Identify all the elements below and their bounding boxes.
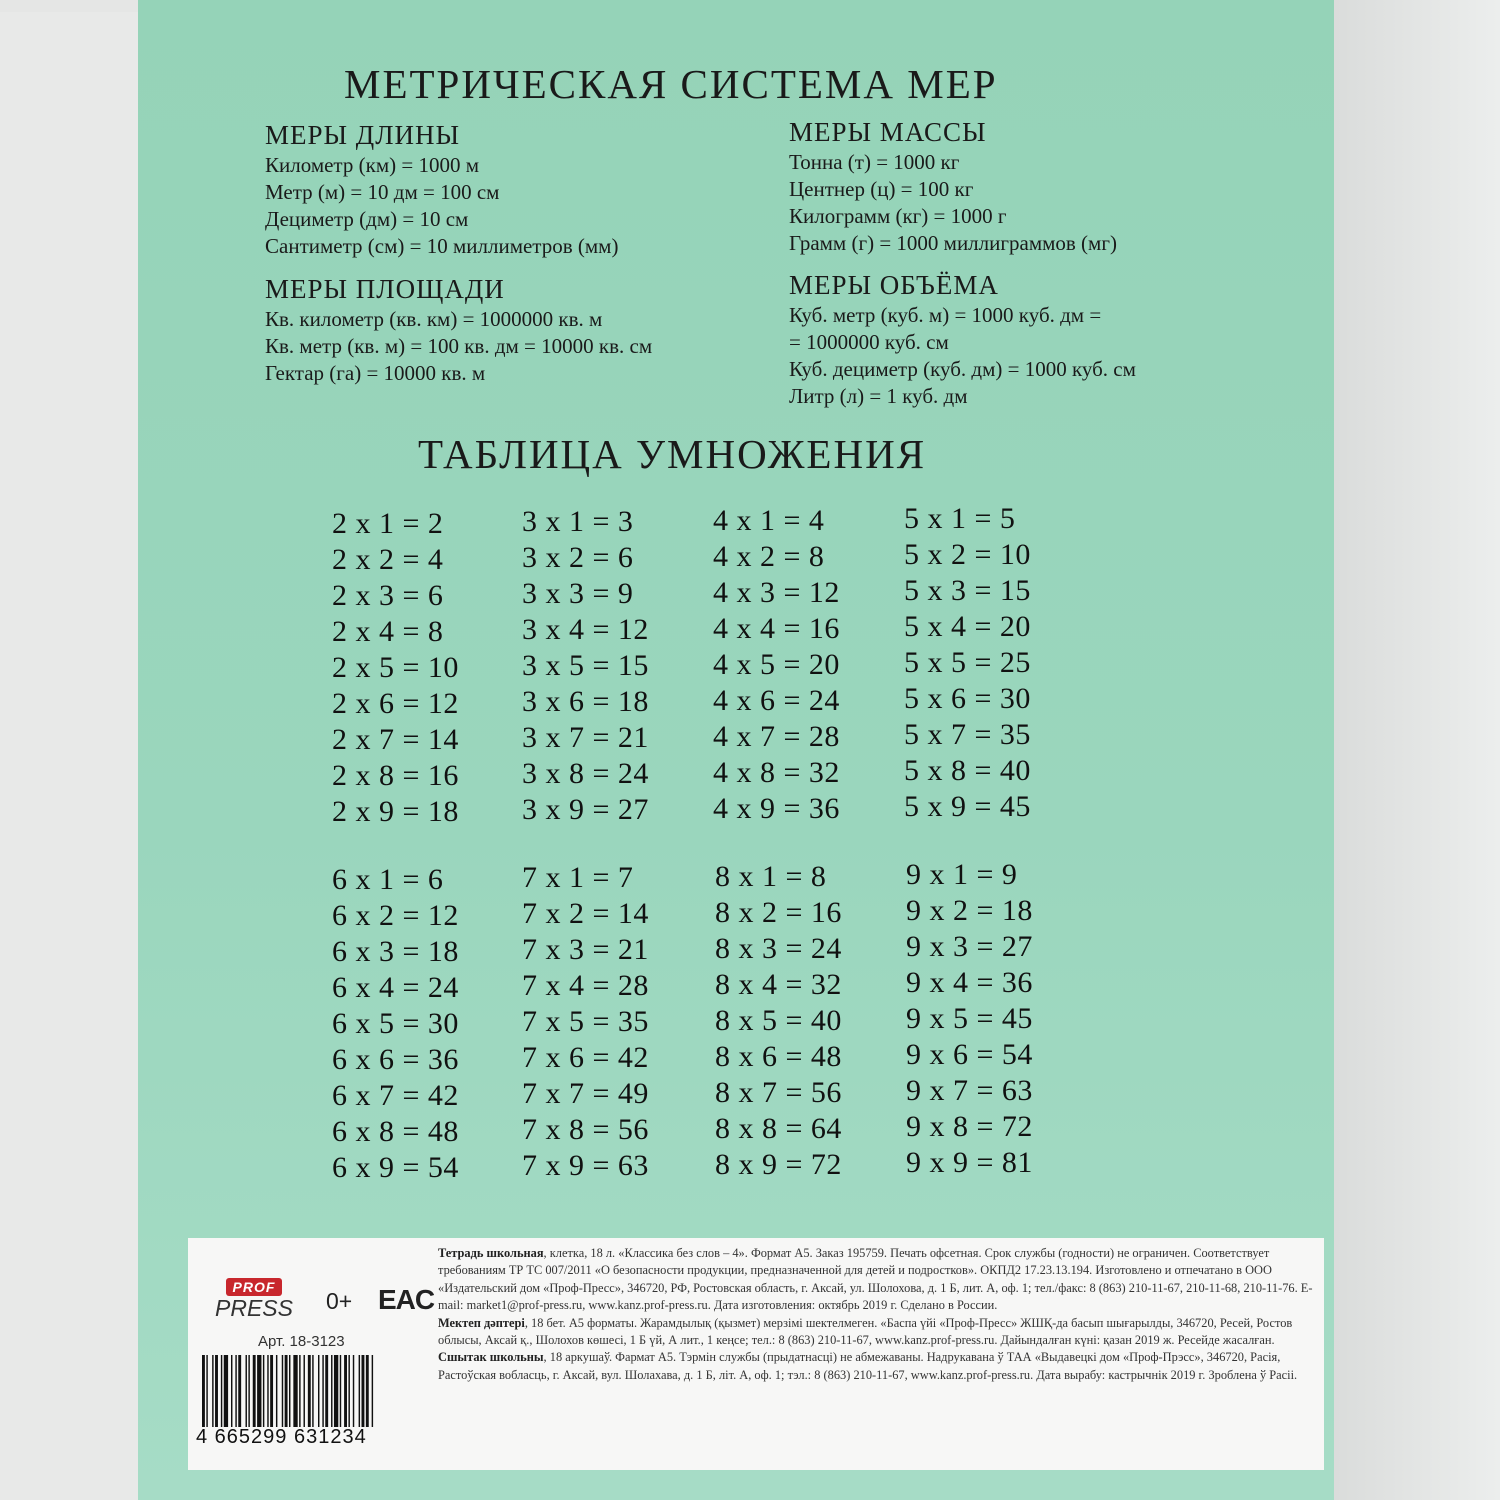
prof-press-logo <box>204 1278 304 1322</box>
barcode-bar <box>276 1355 277 1427</box>
multiplication-row: 6 x 8 = 48 <box>332 1115 459 1148</box>
barcode-bar <box>372 1355 373 1427</box>
length-measures-section <box>265 118 618 260</box>
barcode-bar <box>206 1355 207 1427</box>
info-belarusian-text: , 18 аркушаў. Фармат А5. Тэрмін службы (прыдатнасці) не абмежаваны. Надрукавана ў ТАА «Выдавецкі дом «Проф-Прэсс», 346720, Расія, Растоўская вобласць, г. Аксай, вул. Шолахава, д. 1 Б, літ. А, оф. 1; тэл.: 8 (863) 210-11-67, www.kanz.prof-press.ru. Дата вырабу: кастрычнік 2019 г. Зроблена ў Расіі. <box>438 1350 1298 1382</box>
logo-press-text: PRESS <box>215 1295 293 1321</box>
info-kazakh-text: , 18 бет. А5 форматы. Жарамдылық (қызмет) мерзімі шектелмеген. «Баспа үйі «Проф-Пресс» ЖШҚ-да басып шығарылды, 346720, Ресей, Ростов облысы, Аксай қ., Шолохов көшесі, 1 Б үй, А лит., 1 кеңсе; тел.: 8 (863) 210-11-67, www.kanz.prof-press.ru. Дайындалған күні: қазан 2019 ж. Ресейде жасалған. <box>438 1315 1293 1348</box>
multiplication-row: 6 x 1 = 6 <box>332 863 444 896</box>
multiplication-row: 8 x 3 = 24 <box>715 932 842 965</box>
barcode-bar <box>318 1355 319 1427</box>
multiplication-row: 8 x 1 = 8 <box>715 860 827 893</box>
multiplication-row: 7 x 7 = 49 <box>522 1077 649 1110</box>
multiplication-row: 2 x 8 = 16 <box>332 759 459 792</box>
multiplication-row: 9 x 5 = 45 <box>906 1002 1033 1035</box>
barcode-bar <box>362 1355 365 1427</box>
barcode-bar <box>304 1355 305 1427</box>
multiplication-column-5 <box>904 501 1084 825</box>
multiplication-row: 7 x 8 = 56 <box>522 1113 649 1146</box>
multiplication-row: 3 x 7 = 21 <box>522 721 649 754</box>
info-kazakh <box>438 1315 1318 1350</box>
measure-line: Центнер (ц) = 100 кг <box>789 177 974 201</box>
measure-line: Грамм (г) = 1000 миллиграммов (мг) <box>789 231 1117 255</box>
multiplication-row: 3 x 2 = 6 <box>522 541 634 574</box>
multiplication-column-7 <box>522 860 702 1184</box>
barcode-bar <box>263 1355 264 1427</box>
barcode-bar <box>215 1355 218 1427</box>
barcode-bar <box>366 1355 369 1427</box>
barcode-bar <box>344 1355 347 1427</box>
multiplication-row: 9 x 9 = 81 <box>906 1146 1033 1179</box>
multiplication-row: 9 x 6 = 54 <box>906 1038 1033 1071</box>
multiplication-row: 4 x 9 = 36 <box>713 792 840 825</box>
multiplication-row: 2 x 5 = 10 <box>332 651 459 684</box>
multiplication-row: 2 x 7 = 14 <box>332 723 459 756</box>
barcode-bar <box>238 1355 241 1427</box>
multiplication-row: 9 x 2 = 18 <box>906 894 1033 927</box>
page-edge-strip <box>1334 0 1500 1500</box>
multiplication-row: 6 x 4 = 24 <box>332 971 459 1004</box>
multiplication-row: 4 x 2 = 8 <box>713 540 825 573</box>
metric-system-title: МЕТРИЧЕСКАЯ СИСТЕМА МЕР <box>344 61 998 107</box>
info-kazakh-title: Мектеп дәптері <box>438 1315 525 1330</box>
info-russian-title: Тетрадь школьная <box>438 1246 544 1260</box>
barcode-bar <box>308 1355 311 1427</box>
barcode-bar <box>248 1355 249 1427</box>
barcode-bar <box>353 1355 354 1427</box>
multiplication-row: 3 x 5 = 15 <box>522 649 649 682</box>
multiplication-row: 8 x 9 = 72 <box>715 1148 842 1181</box>
multiplication-row: 4 x 6 = 24 <box>713 684 840 717</box>
multiplication-row: 2 x 6 = 12 <box>332 687 459 720</box>
multiplication-row: 5 x 6 = 30 <box>904 682 1031 715</box>
multiplication-row: 6 x 7 = 42 <box>332 1079 459 1112</box>
measure-line: Дециметр (дм) = 10 см <box>265 207 469 231</box>
volume-measures-section <box>789 268 1136 410</box>
multiplication-row: 3 x 9 = 27 <box>522 793 649 826</box>
multiplication-row: 5 x 5 = 25 <box>904 646 1031 679</box>
multiplication-row: 2 x 4 = 8 <box>332 615 444 648</box>
multiplication-row: 4 x 1 = 4 <box>713 504 825 537</box>
multiplication-row: 9 x 1 = 9 <box>906 858 1018 891</box>
multiplication-row: 6 x 9 = 54 <box>332 1151 459 1184</box>
multiplication-row: 7 x 3 = 21 <box>522 933 649 966</box>
multiplication-column-9 <box>906 857 1086 1181</box>
multiplication-row: 5 x 7 = 35 <box>904 718 1031 751</box>
multiplication-row: 7 x 1 = 7 <box>522 861 634 894</box>
multiplication-row: 2 x 3 = 6 <box>332 579 444 612</box>
measure-line: Литр (л) = 1 куб. дм <box>789 384 968 408</box>
length-heading: МЕРЫ ДЛИНЫ <box>265 120 461 150</box>
multiplication-row: 8 x 5 = 40 <box>715 1004 842 1037</box>
multiplication-row: 9 x 3 = 27 <box>906 930 1033 963</box>
barcode-bar <box>334 1355 338 1427</box>
barcode-bar <box>325 1355 328 1427</box>
barcode-bar <box>312 1355 313 1427</box>
barcode-bar <box>285 1355 288 1427</box>
multiplication-row: 8 x 2 = 16 <box>715 896 842 929</box>
measure-line: Килограмм (кг) = 1000 г <box>789 204 1007 228</box>
barcode-bar <box>257 1355 261 1427</box>
barcode-bar <box>235 1355 236 1427</box>
barcode-bar <box>253 1355 256 1427</box>
multiplication-row: 4 x 3 = 12 <box>713 576 840 609</box>
measure-line: Километр (км) = 1000 м <box>265 153 479 177</box>
product-info-text <box>438 1245 1318 1384</box>
info-russian-text: , клетка, 18 л. «Классика без слов – 4». Формат А5. Заказ 195759. Печать офсетная. Срок службы (годности) не ограничен. Соответствует требованиям ТР ТС 007/2011 «О безопасности продукции, предназначенной для детей и подростков». ОКПД2 17.23.13.194. Изготовлено и отпечатано в ООО «Издательский дом «Проф-Пресс», 346720, РФ, Ростовская область, г. Аксай, ул. Шолохова, д. 1 Б, лит. А, оф. 1; тел./факс: 8 (863) 210-11-67, 210-11-68, 210-11-76. E-mail: market1@prof-press.ru, www.kanz.prof-press.ru. Дата изготовления: октябрь 2019 г. Сделано в России. <box>438 1246 1313 1313</box>
area-heading: МЕРЫ ПЛОЩАДИ <box>265 274 505 304</box>
logo-prof-text: PROF <box>226 1278 282 1296</box>
multiplication-row: 9 x 7 = 63 <box>906 1074 1033 1107</box>
barcode-bar <box>224 1355 228 1427</box>
multiplication-row: 8 x 8 = 64 <box>715 1112 842 1145</box>
measure-line: Куб. дециметр (куб. дм) = 1000 куб. см <box>789 357 1136 381</box>
article-number: Арт. 18-3123 <box>258 1333 345 1350</box>
eac-mark: EAC <box>378 1284 435 1315</box>
multiplication-row: 8 x 6 = 48 <box>715 1040 842 1073</box>
multiplication-table-title: ТАБЛИЦА УМНОЖЕНИЯ <box>418 431 927 477</box>
info-russian <box>438 1245 1318 1315</box>
measure-line: Сантиметр (см) = 10 миллиметров (мм) <box>265 234 619 258</box>
multiplication-row: 2 x 9 = 18 <box>332 795 459 828</box>
multiplication-row: 8 x 4 = 32 <box>715 968 842 1001</box>
multiplication-row: 9 x 8 = 72 <box>906 1110 1033 1143</box>
multiplication-row: 3 x 3 = 9 <box>522 577 634 610</box>
multiplication-row: 2 x 1 = 2 <box>332 507 444 540</box>
measure-line: Кв. километр (кв. км) = 1000000 кв. м <box>265 307 603 331</box>
multiplication-column-4 <box>713 503 893 827</box>
multiplication-row: 9 x 4 = 36 <box>906 966 1033 999</box>
multiplication-row: 7 x 2 = 14 <box>522 897 649 930</box>
multiplication-row: 7 x 4 = 28 <box>522 969 649 1002</box>
multiplication-row: 5 x 2 = 10 <box>904 538 1031 571</box>
multiplication-row: 6 x 2 = 12 <box>332 899 459 932</box>
multiplication-row: 5 x 4 = 20 <box>904 610 1031 643</box>
multiplication-row: 6 x 5 = 30 <box>332 1007 459 1040</box>
multiplication-row: 4 x 4 = 16 <box>713 612 840 645</box>
barcode-bar <box>348 1355 349 1427</box>
info-belarusian-title: Сшытак школьны <box>438 1350 544 1365</box>
multiplication-row: 4 x 7 = 28 <box>713 720 840 753</box>
barcode-digits: 4 665299 631234 <box>196 1426 367 1448</box>
multiplication-row: 5 x 8 = 40 <box>904 754 1031 787</box>
barcode-bar <box>246 1355 247 1427</box>
multiplication-row: 3 x 8 = 24 <box>522 757 649 790</box>
barcode-bar <box>212 1355 213 1427</box>
age-rating: 0+ <box>326 1288 353 1314</box>
barcode <box>200 1355 428 1427</box>
barcode-bar <box>231 1355 232 1427</box>
barcode-bar <box>221 1355 222 1427</box>
multiplication-row: 7 x 6 = 42 <box>522 1041 649 1074</box>
multiplication-row: 7 x 5 = 35 <box>522 1005 649 1038</box>
multiplication-row: 5 x 3 = 15 <box>904 574 1031 607</box>
multiplication-column-6 <box>332 862 512 1186</box>
multiplication-row: 6 x 6 = 36 <box>332 1043 459 1076</box>
multiplication-column-2 <box>332 506 512 830</box>
mass-measures-section <box>789 115 1117 257</box>
measure-line: Кв. метр (кв. м) = 100 кв. дм = 10000 кв. см <box>265 334 653 358</box>
multiplication-row: 4 x 8 = 32 <box>713 756 840 789</box>
barcode-bar <box>267 1355 268 1427</box>
multiplication-row: 3 x 1 = 3 <box>522 505 634 538</box>
multiplication-column-3 <box>522 504 702 828</box>
barcode-bar <box>270 1355 273 1427</box>
barcode-bar <box>322 1355 323 1427</box>
mass-heading: МЕРЫ МАССЫ <box>789 117 987 147</box>
multiplication-row: 8 x 7 = 56 <box>715 1076 842 1109</box>
measure-line: Гектар (га) = 10000 кв. м <box>265 361 486 385</box>
barcode-bar <box>282 1355 283 1427</box>
barcode-bar <box>359 1355 360 1427</box>
multiplication-row: 5 x 9 = 45 <box>904 790 1031 823</box>
barcode-bar <box>289 1355 290 1427</box>
barcode-bar <box>202 1355 205 1427</box>
multiplication-row: 3 x 6 = 18 <box>522 685 649 718</box>
info-belarusian <box>438 1349 1318 1384</box>
barcode-bar <box>340 1355 341 1427</box>
measure-line: Куб. метр (куб. м) = 1000 куб. дм = <box>789 303 1102 327</box>
measure-line: = 1000000 куб. см <box>789 330 949 354</box>
multiplication-row: 5 x 1 = 5 <box>904 502 1016 535</box>
multiplication-row: 6 x 3 = 18 <box>332 935 459 968</box>
multiplication-row: 2 x 2 = 4 <box>332 543 444 576</box>
barcode-bar <box>293 1355 297 1427</box>
barcode-bar <box>299 1355 300 1427</box>
multiplication-row: 4 x 5 = 20 <box>713 648 840 681</box>
multiplication-row: 3 x 4 = 12 <box>522 613 649 646</box>
multiplication-column-8 <box>715 859 895 1183</box>
barcode-bar <box>331 1355 332 1427</box>
multiplication-row: 7 x 9 = 63 <box>522 1149 649 1182</box>
volume-heading: МЕРЫ ОБЪЁМА <box>789 270 999 300</box>
area-measures-section <box>265 272 652 387</box>
measure-line: Тонна (т) = 1000 кг <box>789 150 960 174</box>
measure-line: Метр (м) = 10 дм = 100 см <box>265 180 500 204</box>
